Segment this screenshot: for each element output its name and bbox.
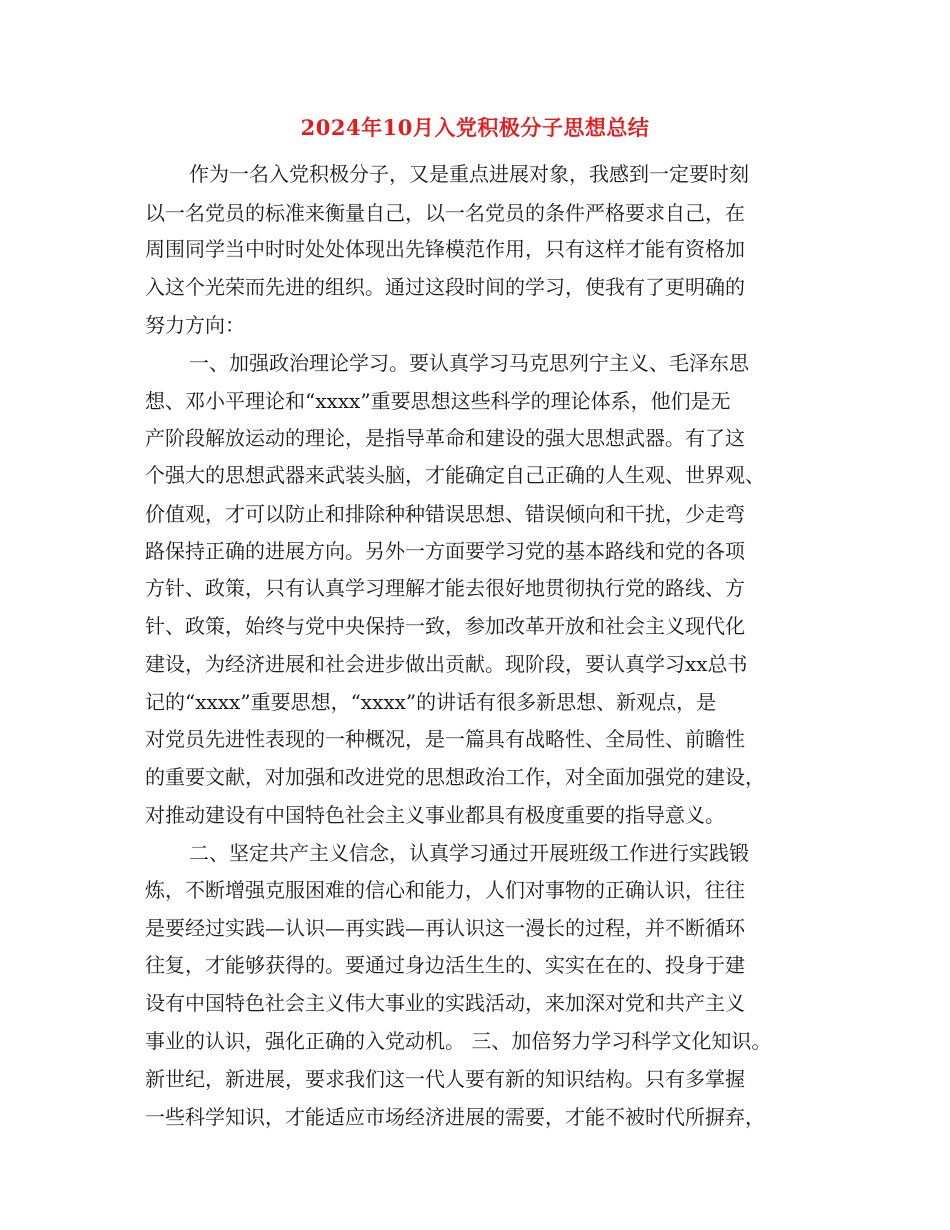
- paragraph-line: 个强大的思想武器来武装头脑，才能确定自己正确的人生观、世界观、: [145, 463, 765, 487]
- paragraph-line: 产阶段解放运动的理论，是指导革命和建设的强大思想武器。有了这: [145, 426, 745, 450]
- paragraph-line: 周围同学当中时时处处体现出先锋模范作用，只有这样才能有资格加: [145, 237, 745, 261]
- paragraph-line: 往复，才能够获得的。要通过身边活生生的、实实在在的、投身于建: [145, 953, 745, 977]
- paragraph-line: 记的“xxxx”重要思想，“xxxx”的讲话有很多新思想、新观点，是: [145, 690, 717, 714]
- paragraph-line: 建设，为经济进展和社会进步做出贡献。现阶段，要认真学习xx总书: [145, 652, 748, 676]
- paragraph-line: 炼，不断增强克服困难的信心和能力，人们对事物的正确认识，往往: [145, 878, 745, 902]
- paragraph-line: 方针、政策，只有认真学习理解才能去很好地贯彻执行党的路线、方: [145, 576, 745, 600]
- paragraph-line: 设有中国特色社会主义伟大事业的实践活动，来加深对党和共产主义: [145, 991, 745, 1015]
- paragraph-line: 对党员先进性表现的一种概况，是一篇具有战略性、全局性、前瞻性: [145, 727, 745, 751]
- paragraph-line: 努力方向：: [145, 313, 245, 337]
- paragraph-line: 二、坚定共产主义信念，认真学习通过开展班级工作进行实践锻: [189, 841, 749, 865]
- paragraph-line: 一、加强政治理论学习。要认真学习马克思列宁主义、毛泽东思: [189, 351, 749, 375]
- paragraph-line: 以一名党员的标准来衡量自己，以一名党员的条件严格要求自己，在: [145, 201, 745, 225]
- paragraph-line: 新世纪，新进展，要求我们这一代人要有新的知识结构。只有多掌握: [145, 1067, 745, 1091]
- paragraph-line: 价值观，才可以防止和排除种种错误思想、错误倾向和干扰，少走弯: [145, 502, 745, 526]
- paragraph-line: 针、政策，始终与党中央保持一致，参加改革开放和社会主义现代化: [145, 614, 745, 638]
- paragraph-line: 的重要文献，对加强和改进党的思想政治工作，对全面加强党的建设，: [145, 765, 765, 789]
- paragraph-line: 事业的认识，强化正确的入党动机。 三、加倍努力学习科学文化知识。: [145, 1029, 772, 1053]
- paragraph-line: 路保持正确的进展方向。另外一方面要学习党的基本路线和党的各项: [145, 539, 745, 563]
- paragraph-line: 是要经过实践—认识—再实践—再认识这一漫长的过程，并不断循环: [145, 916, 745, 940]
- paragraph-line: 作为一名入党积极分子，又是重点进展对象，我感到一定要时刻: [189, 162, 749, 186]
- paragraph-line: 想、邓小平理论和“xxxx”重要思想这些科学的理论体系，他们是无: [145, 389, 731, 413]
- paragraph-line: 一些科学知识，才能适应市场经济进展的需要，才能不被时代所摒弃，: [145, 1105, 765, 1129]
- document-title: 2024年10月入党积极分子思想总结: [300, 115, 650, 140]
- paragraph-line: 入这个光荣而先进的组织。通过这段时间的学习，使我有了更明确的: [145, 275, 745, 299]
- paragraph-line: 对推动建设有中国特色社会主义事业都具有极度重要的指导意义。: [145, 803, 725, 827]
